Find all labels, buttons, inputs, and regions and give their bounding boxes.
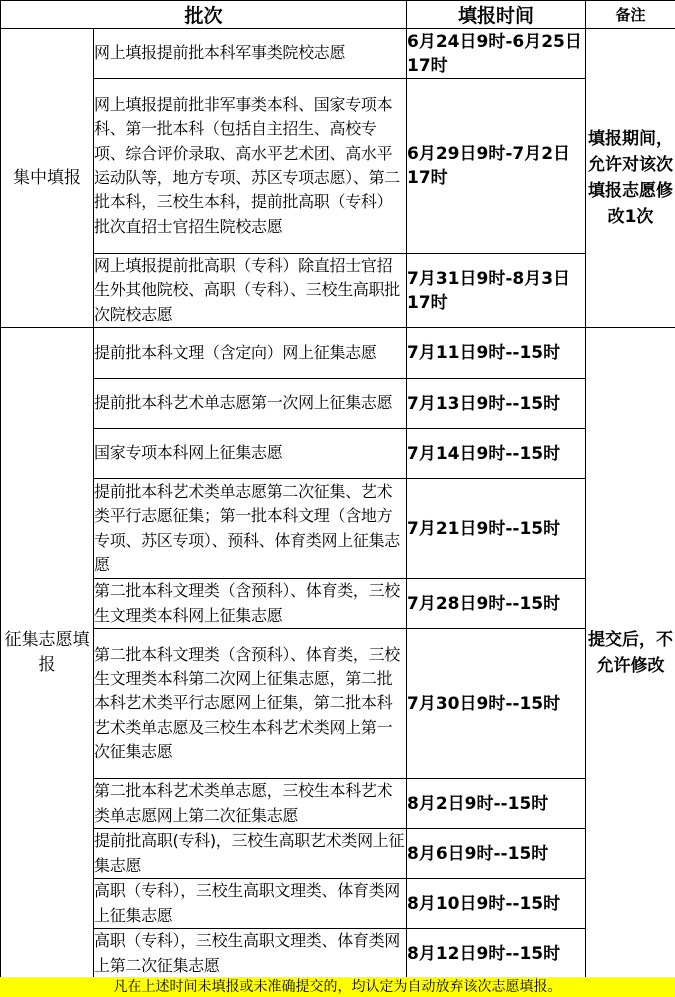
table-row [1,929,675,979]
batch-cell: 提前批本科艺术单志愿第一次网上征集志愿 [94,379,407,429]
batch-cell: 网上填报提前批本科军事类院校志愿 [94,29,407,79]
note-concentrated: 填报期间，允许对该次填报志愿修改1次 [586,29,675,328]
batch-cell: 网上填报提前批高职（专科）除直招士官招生外其他院校、高职（专科）、三校生高职批次院校志愿 [94,254,407,328]
table-row [1,779,675,829]
batch-cell: 国家专项本科网上征集志愿 [94,429,407,479]
time-cell: 7月30日9时--15时 [407,629,586,779]
table-row [1,429,675,479]
batch-cell: 网上填报提前批非军事类本科、国家专项本科、第一批本科（包括自主招生、高校专项、综合评价录取、高水平艺术团、高水平运动队等，地方专项、苏区专项志愿）、第二批本科，三校生本科，提前批高职（专科）批次直招士官招生院校志愿 [94,79,407,254]
time-cell: 7月31日9时-8月3日17时 [407,254,586,328]
header-batch: 批次 [1,1,407,29]
batch-cell: 提前批高职(专科)，三校生高职艺术类网上征集志愿 [94,829,407,879]
table-row [1,79,675,254]
table-row [1,479,675,579]
time-cell: 6月29日9时-7月2日17时 [407,79,586,254]
batch-cell: 第二批本科文理类（含预科）、体育类，三校生文理类本科第二次网上征集志愿，第二批本科艺术类平行志愿网上征集，第二批本科艺术类单志愿及三校生本科艺术类网上第一次征集志愿 [94,629,407,779]
time-cell: 8月12日9时--15时 [407,929,586,979]
time-cell: 8月2日9时--15时 [407,779,586,829]
time-cell: 8月10日9时--15时 [407,879,586,929]
table-row [1,629,675,779]
batch-cell: 第二批本科艺术类单志愿，三校生本科艺术类单志愿网上第二次征集志愿 [94,779,407,829]
table-row [1,29,675,79]
batch-cell: 提前批本科文理（含定向）网上征集志愿 [94,328,407,379]
header-time: 填报时间 [407,1,586,29]
table-row [1,254,675,328]
batch-cell: 高职（专科），三校生高职文理类、体育类网上征集志愿 [94,879,407,929]
time-cell: 7月11日9时--15时 [407,328,586,379]
group-solicitation: 征集志愿填报 [1,328,94,979]
time-cell: 7月13日9时--15时 [407,379,586,429]
time-cell: 6月24日9时-6月25日17时 [407,29,586,79]
time-cell: 8月6日9时--15时 [407,829,586,879]
batch-cell: 提前批本科艺术类单志愿第二次征集、艺术类平行志愿征集；第一批本科文理（含地方专项、苏区专项）、预科、体育类网上征集志愿 [94,479,407,579]
batch-cell: 第二批本科文理类（含预科）、体育类，三校生文理类本科网上征集志愿 [94,579,407,629]
header-row [1,1,675,29]
table-row [1,879,675,929]
table-row [1,379,675,429]
footer-notice: 凡在上述时间未填报或未准确提交的，均认定为自动放弃该次志愿填报。 [0,977,675,997]
group-concentrated: 集中填报 [1,29,94,328]
table-row [1,328,675,379]
table-row [1,579,675,629]
table-row [1,829,675,879]
note-solicitation: 提交后，不允许修改 [586,328,675,979]
batch-cell: 高职（专科），三校生高职文理类、体育类网上第二次征集志愿 [94,929,407,979]
header-note: 备注 [586,1,675,29]
time-cell: 7月14日9时--15时 [407,429,586,479]
time-cell: 7月21日9时--15时 [407,479,586,579]
time-cell: 7月28日9时--15时 [407,579,586,629]
